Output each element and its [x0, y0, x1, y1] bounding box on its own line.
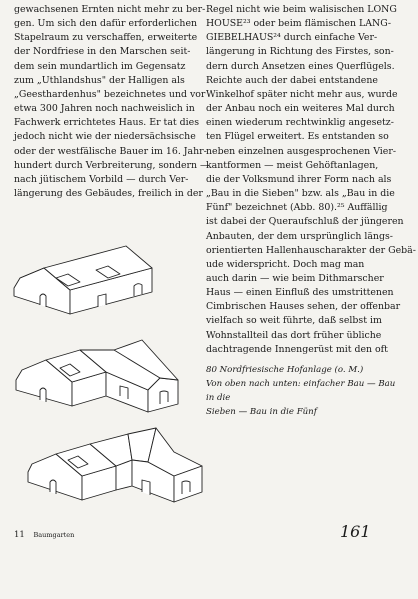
text-line: oder der westfälische Bauer im 16. Jahr- — [14, 145, 207, 157]
section-number: 11 — [14, 530, 25, 540]
text-line: Fachwerk errichtetes Haus. Er tat dies — [14, 117, 200, 129]
caption-line: Von oben nach unten: einfacher Bau — Bau in die — [206, 379, 396, 403]
text-line: GIEBELHAUS²⁴ durch einfache Ver- — [206, 32, 378, 44]
text-line: Anbauten, der dem ursprünglich längs- — [206, 230, 393, 242]
left-text-column — [14, 3, 210, 201]
text-line: Reichte auch der dabei entstandene — [206, 74, 378, 86]
running-head: Baumgarten — [33, 531, 75, 539]
text-line: jedoch nicht wie der niedersächsische — [14, 131, 196, 143]
text-line: Haus — einen Einfluß des umstrittenen — [206, 287, 394, 299]
text-line: Winkelhof später nicht mehr aus, wurde — [206, 88, 398, 100]
text-line: Stapelraum zu verschaffen, erweiterte — [14, 32, 198, 44]
text-line: kantformen — meist Gehöftanlagen, — [206, 159, 379, 171]
text-line: „Geesthardenhus" bezeichnetes und vor — [14, 88, 206, 100]
figure-simple-house — [10, 234, 160, 334]
text-line: orientierten Hallenhauscharakter der Gebä- — [206, 244, 416, 256]
text-line: nach jütischem Vorbild — durch Ver- — [14, 173, 189, 185]
caption-line: 80 Nordfriesische Hofanlage (o. M.) — [206, 365, 364, 375]
figure-caption — [206, 363, 398, 419]
text-line: vielfach so weit führte, daß selbst im — [206, 315, 382, 327]
text-line: hundert durch Verbreiterung, sondern — — [14, 159, 210, 171]
text-line: Cimbrischen Hauses sehen, der offenbar — [206, 301, 401, 313]
text-line: auch darin — wie beim Dithmarscher — [206, 272, 384, 284]
text-line: Regel nicht wie beim walisischen LONG — [206, 4, 397, 15]
figure-bau-in-die-fuenf — [24, 410, 214, 530]
right-text-column — [206, 3, 416, 357]
text-line: dachtragende Innengerüst mit den oft — [206, 343, 388, 355]
text-line: Fünf" bezeichnet (Abb. 80).²⁵ Auffällig — [206, 202, 388, 214]
text-line: dern durch Ansetzen eines Querflügels. — [206, 60, 395, 72]
text-line: der Nordfriese in den Marschen seit- — [14, 46, 191, 58]
text-line: etwa 300 Jahren noch nachweislich in — [14, 103, 195, 115]
text-line: ten Flügel erweitert. Es entstanden so — [206, 131, 389, 143]
text-line: „Bau in die Sieben" bzw. als „Bau in die — [206, 188, 395, 200]
text-line: zum „Uthlandshus" der Halligen als — [14, 74, 185, 86]
text-line: längerung in Richtung des Firstes, son- — [206, 46, 394, 58]
text-line: ude widerspricht. Doch mag man — [206, 258, 365, 270]
text-line: der Anbau noch ein weiteres Mal durch — [206, 103, 395, 115]
running-footer — [14, 530, 74, 540]
text-line: die der Volksmund ihrer Form nach als — [206, 173, 392, 185]
page-number: 161 — [340, 522, 371, 541]
text-line: einen wiederum rechtwinklig angesetz- — [206, 117, 394, 129]
text-line: dem sein mundartlich im Gegensatz — [14, 60, 186, 72]
text-line: längerung des Gebäudes, freilich in der — [14, 188, 203, 200]
text-line: gen. Um sich den dafür erforderlichen — [14, 18, 198, 30]
text-line: gewachsenen Ernten nicht mehr zu ber- — [14, 4, 206, 15]
text-line: ist dabei der Queraufschluß der jüngeren — [206, 216, 404, 228]
text-line: HOUSE²³ oder beim flämischen LANG- — [206, 18, 392, 30]
text-line: Wohnstallteil das dort früher übliche — [206, 329, 382, 341]
caption-line: Sieben — Bau in die Fünf — [206, 407, 317, 417]
text-line: neben einzelnen ausgesprochenen Vier- — [206, 145, 396, 157]
